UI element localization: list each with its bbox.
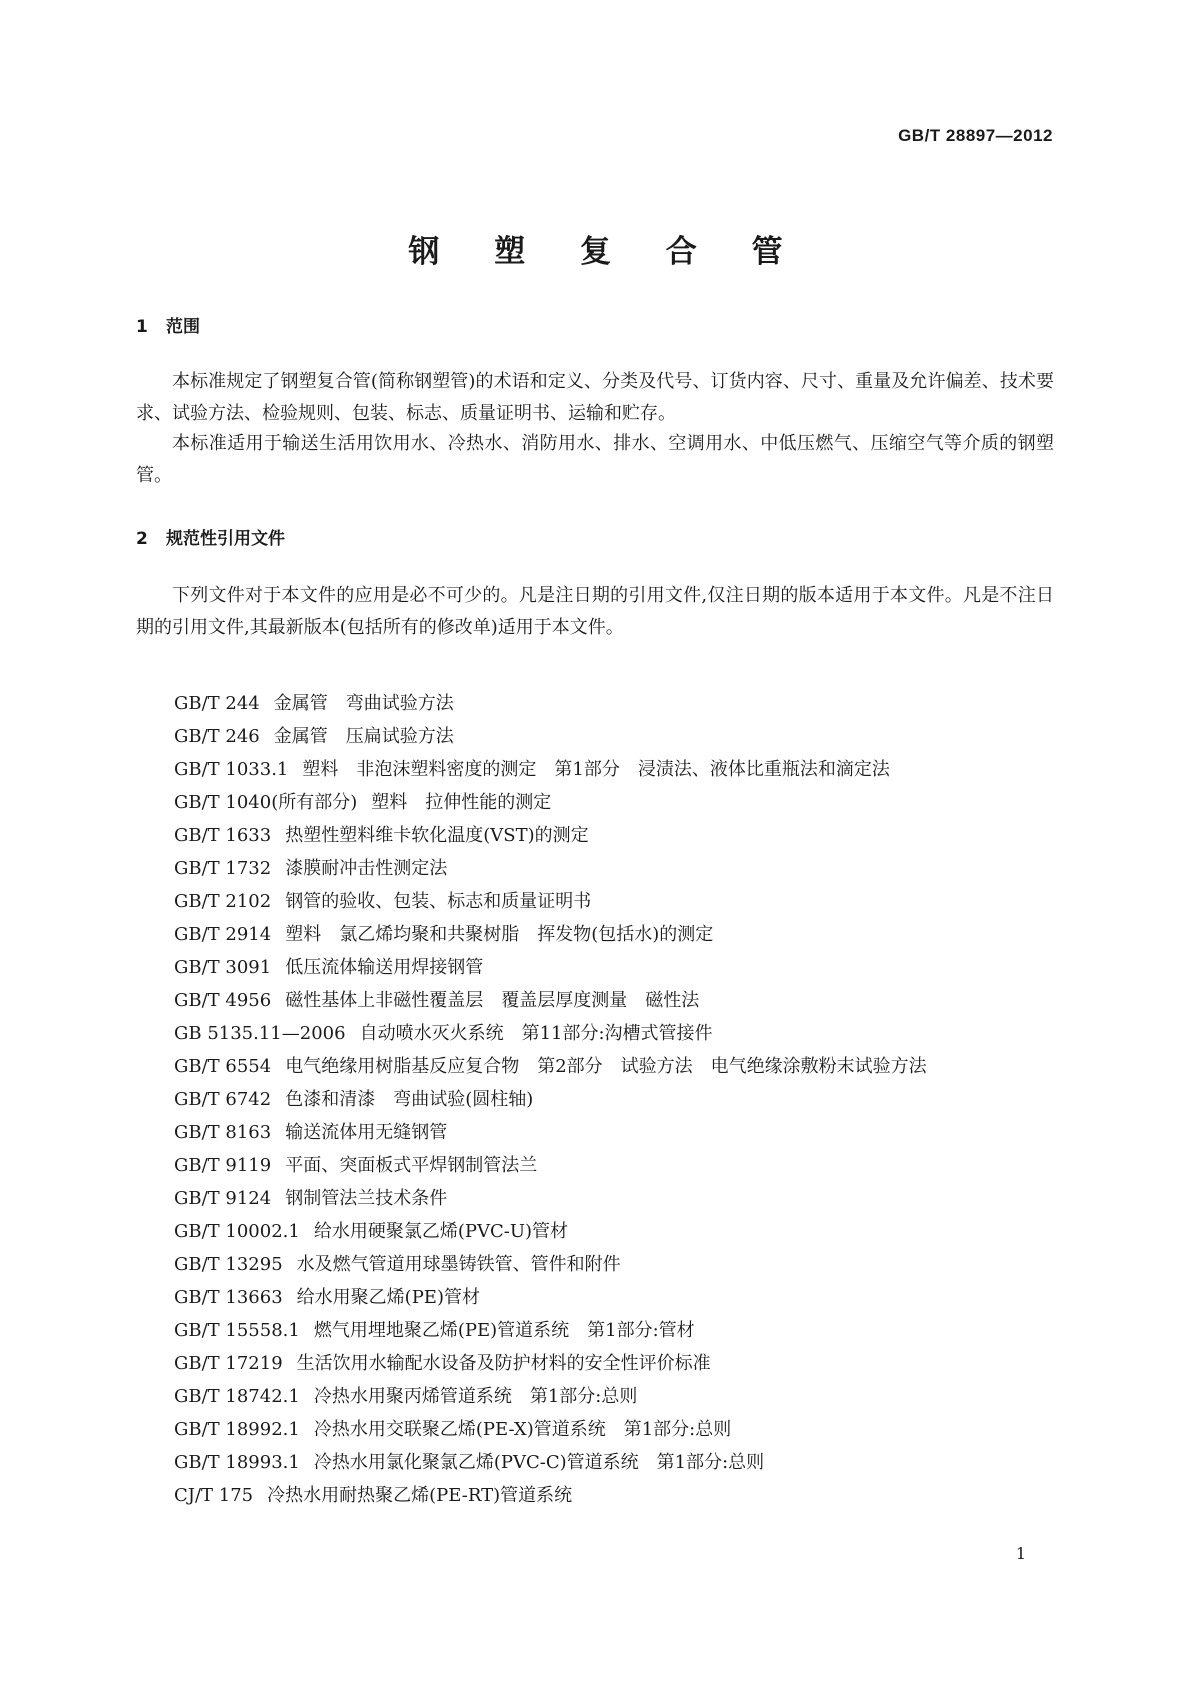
reference-title: 自动喷水灭火系统 第11部分:沟槽式管接件 <box>359 1023 713 1044</box>
reference-item <box>174 885 1074 918</box>
reference-item <box>174 852 1074 885</box>
reference-item <box>174 1380 1074 1413</box>
reference-code: GB/T 246 <box>174 726 260 747</box>
reference-item <box>174 753 1074 786</box>
standard-number: GB/T 28897—2012 <box>898 126 1053 145</box>
scope-paragraph-1: 本标准规定了钢塑复合管(简称钢塑管)的术语和定义、分类及代号、订货内容、尺寸、重量及允许偏差、技术要求、试验方法、检验规则、包装、标志、质量证明书、运输和贮存。 <box>136 371 1054 424</box>
reference-title: 塑料 氯乙烯均聚和共聚树脂 挥发物(包括水)的测定 <box>285 924 714 945</box>
reference-code: GB/T 1732 <box>174 858 272 879</box>
reference-title: 钢管的验收、包装、标志和质量证明书 <box>285 891 592 912</box>
reference-code: GB 5135.11—2006 <box>174 1023 346 1044</box>
reference-title: 冷热水用氯化聚氯乙烯(PVC-C)管道系统 第1部分:总则 <box>313 1452 765 1473</box>
reference-code: GB/T 9119 <box>174 1155 272 1176</box>
reference-title: 水及燃气管道用球墨铸铁管、管件和附件 <box>296 1254 621 1275</box>
reference-title: 冷热水用交联聚乙烯(PE-X)管道系统 第1部分:总则 <box>313 1419 732 1440</box>
reference-code: GB/T 6554 <box>174 1056 272 1077</box>
reference-item <box>174 1182 1074 1215</box>
reference-item <box>174 1347 1074 1380</box>
reference-title: 热塑性塑料维卡软化温度(VST)的测定 <box>285 825 589 846</box>
reference-title: 磁性基体上非磁性覆盖层 覆盖层厚度测量 磁性法 <box>285 990 700 1011</box>
reference-code: GB/T 17219 <box>174 1353 283 1374</box>
reference-title: 给水用聚乙烯(PE)管材 <box>296 1287 480 1308</box>
reference-item <box>174 1215 1074 1248</box>
reference-code: GB/T 6742 <box>174 1089 272 1110</box>
reference-code: GB/T 244 <box>174 693 260 714</box>
reference-item <box>174 1017 1074 1050</box>
section-heading-normative-references <box>136 524 285 549</box>
reference-item <box>174 951 1074 984</box>
reference-item <box>174 687 1074 720</box>
reference-item <box>174 1149 1074 1182</box>
reference-title: 低压流体输送用焊接钢管 <box>285 957 484 978</box>
references-intro-paragraph: 下列文件对于本文件的应用是必不可少的。凡是注日期的引用文件,仅注日期的版本适用于本文件。凡是不注日期的引用文件,其最新版本(包括所有的修改单)适用于本文件。 <box>136 585 1054 638</box>
reference-code: CJ/T 175 <box>174 1485 254 1506</box>
reference-title: 色漆和清漆 弯曲试验(圆柱轴) <box>285 1089 534 1110</box>
reference-item <box>174 1413 1074 1446</box>
reference-code: GB/T 4956 <box>174 990 272 1011</box>
reference-item <box>174 819 1074 852</box>
scope-paragraph-2: 本标准适用于输送生活用饮用水、冷热水、消防用水、排水、空调用水、中低压燃气、压缩空气等介质的钢塑管。 <box>136 433 1054 486</box>
section-number: 1 <box>136 317 148 337</box>
reference-code: GB/T 2102 <box>174 891 272 912</box>
section-heading-scope <box>136 312 200 337</box>
reference-title: 金属管 压扁试验方法 <box>273 726 454 747</box>
reference-item <box>174 918 1074 951</box>
reference-title: 平面、突面板式平焊钢制管法兰 <box>285 1155 538 1176</box>
section-title: 范围 <box>166 317 200 337</box>
section-title: 规范性引用文件 <box>166 529 285 549</box>
reference-item <box>174 1083 1074 1116</box>
reference-title: 输送流体用无缝钢管 <box>285 1122 448 1143</box>
reference-list <box>174 687 1074 1512</box>
reference-item <box>174 1446 1074 1479</box>
reference-code: GB/T 1633 <box>174 825 272 846</box>
reference-title: 漆膜耐冲击性测定法 <box>285 858 448 879</box>
reference-item <box>174 1116 1074 1149</box>
page-number: 1 <box>1015 1544 1026 1563</box>
reference-code: GB/T 1040(所有部分) <box>174 792 358 813</box>
reference-item <box>174 786 1074 819</box>
reference-code: GB/T 9124 <box>174 1188 272 1209</box>
reference-code: GB/T 18742.1 <box>174 1386 300 1407</box>
reference-title: 电气绝缘用树脂基反应复合物 第2部分 试验方法 电气绝缘涂敷粉末试验方法 <box>285 1056 927 1077</box>
reference-code: GB/T 15558.1 <box>174 1320 300 1341</box>
reference-code: GB/T 2914 <box>174 924 272 945</box>
reference-title: 塑料 拉伸性能的测定 <box>371 792 552 813</box>
reference-title: 钢制管法兰技术条件 <box>285 1188 448 1209</box>
reference-code: GB/T 1033.1 <box>174 759 289 780</box>
reference-item <box>174 1050 1074 1083</box>
reference-code: GB/T 13295 <box>174 1254 283 1275</box>
reference-item <box>174 1479 1074 1512</box>
section-number: 2 <box>136 529 148 549</box>
reference-item <box>174 1248 1074 1281</box>
reference-item <box>174 984 1074 1017</box>
reference-code: GB/T 10002.1 <box>174 1221 300 1242</box>
reference-code: GB/T 8163 <box>174 1122 272 1143</box>
reference-title: 给水用硬聚氯乙烯(PVC-U)管材 <box>313 1221 569 1242</box>
reference-code: GB/T 13663 <box>174 1287 283 1308</box>
reference-title: 冷热水用耐热聚乙烯(PE-RT)管道系统 <box>267 1485 573 1506</box>
reference-code: GB/T 18993.1 <box>174 1452 300 1473</box>
page-title: 钢 塑 复 合 管 <box>408 234 805 270</box>
reference-item <box>174 720 1074 753</box>
reference-item <box>174 1281 1074 1314</box>
reference-title: 燃气用埋地聚乙烯(PE)管道系统 第1部分:管材 <box>313 1320 695 1341</box>
reference-title: 生活饮用水输配水设备及防护材料的安全性评价标准 <box>296 1353 711 1374</box>
reference-title: 塑料 非泡沫塑料密度的测定 第1部分 浸渍法、液体比重瓶法和滴定法 <box>302 759 890 780</box>
reference-title: 金属管 弯曲试验方法 <box>273 693 454 714</box>
reference-code: GB/T 3091 <box>174 957 272 978</box>
reference-code: GB/T 18992.1 <box>174 1419 300 1440</box>
reference-item <box>174 1314 1074 1347</box>
reference-title: 冷热水用聚丙烯管道系统 第1部分:总则 <box>313 1386 638 1407</box>
